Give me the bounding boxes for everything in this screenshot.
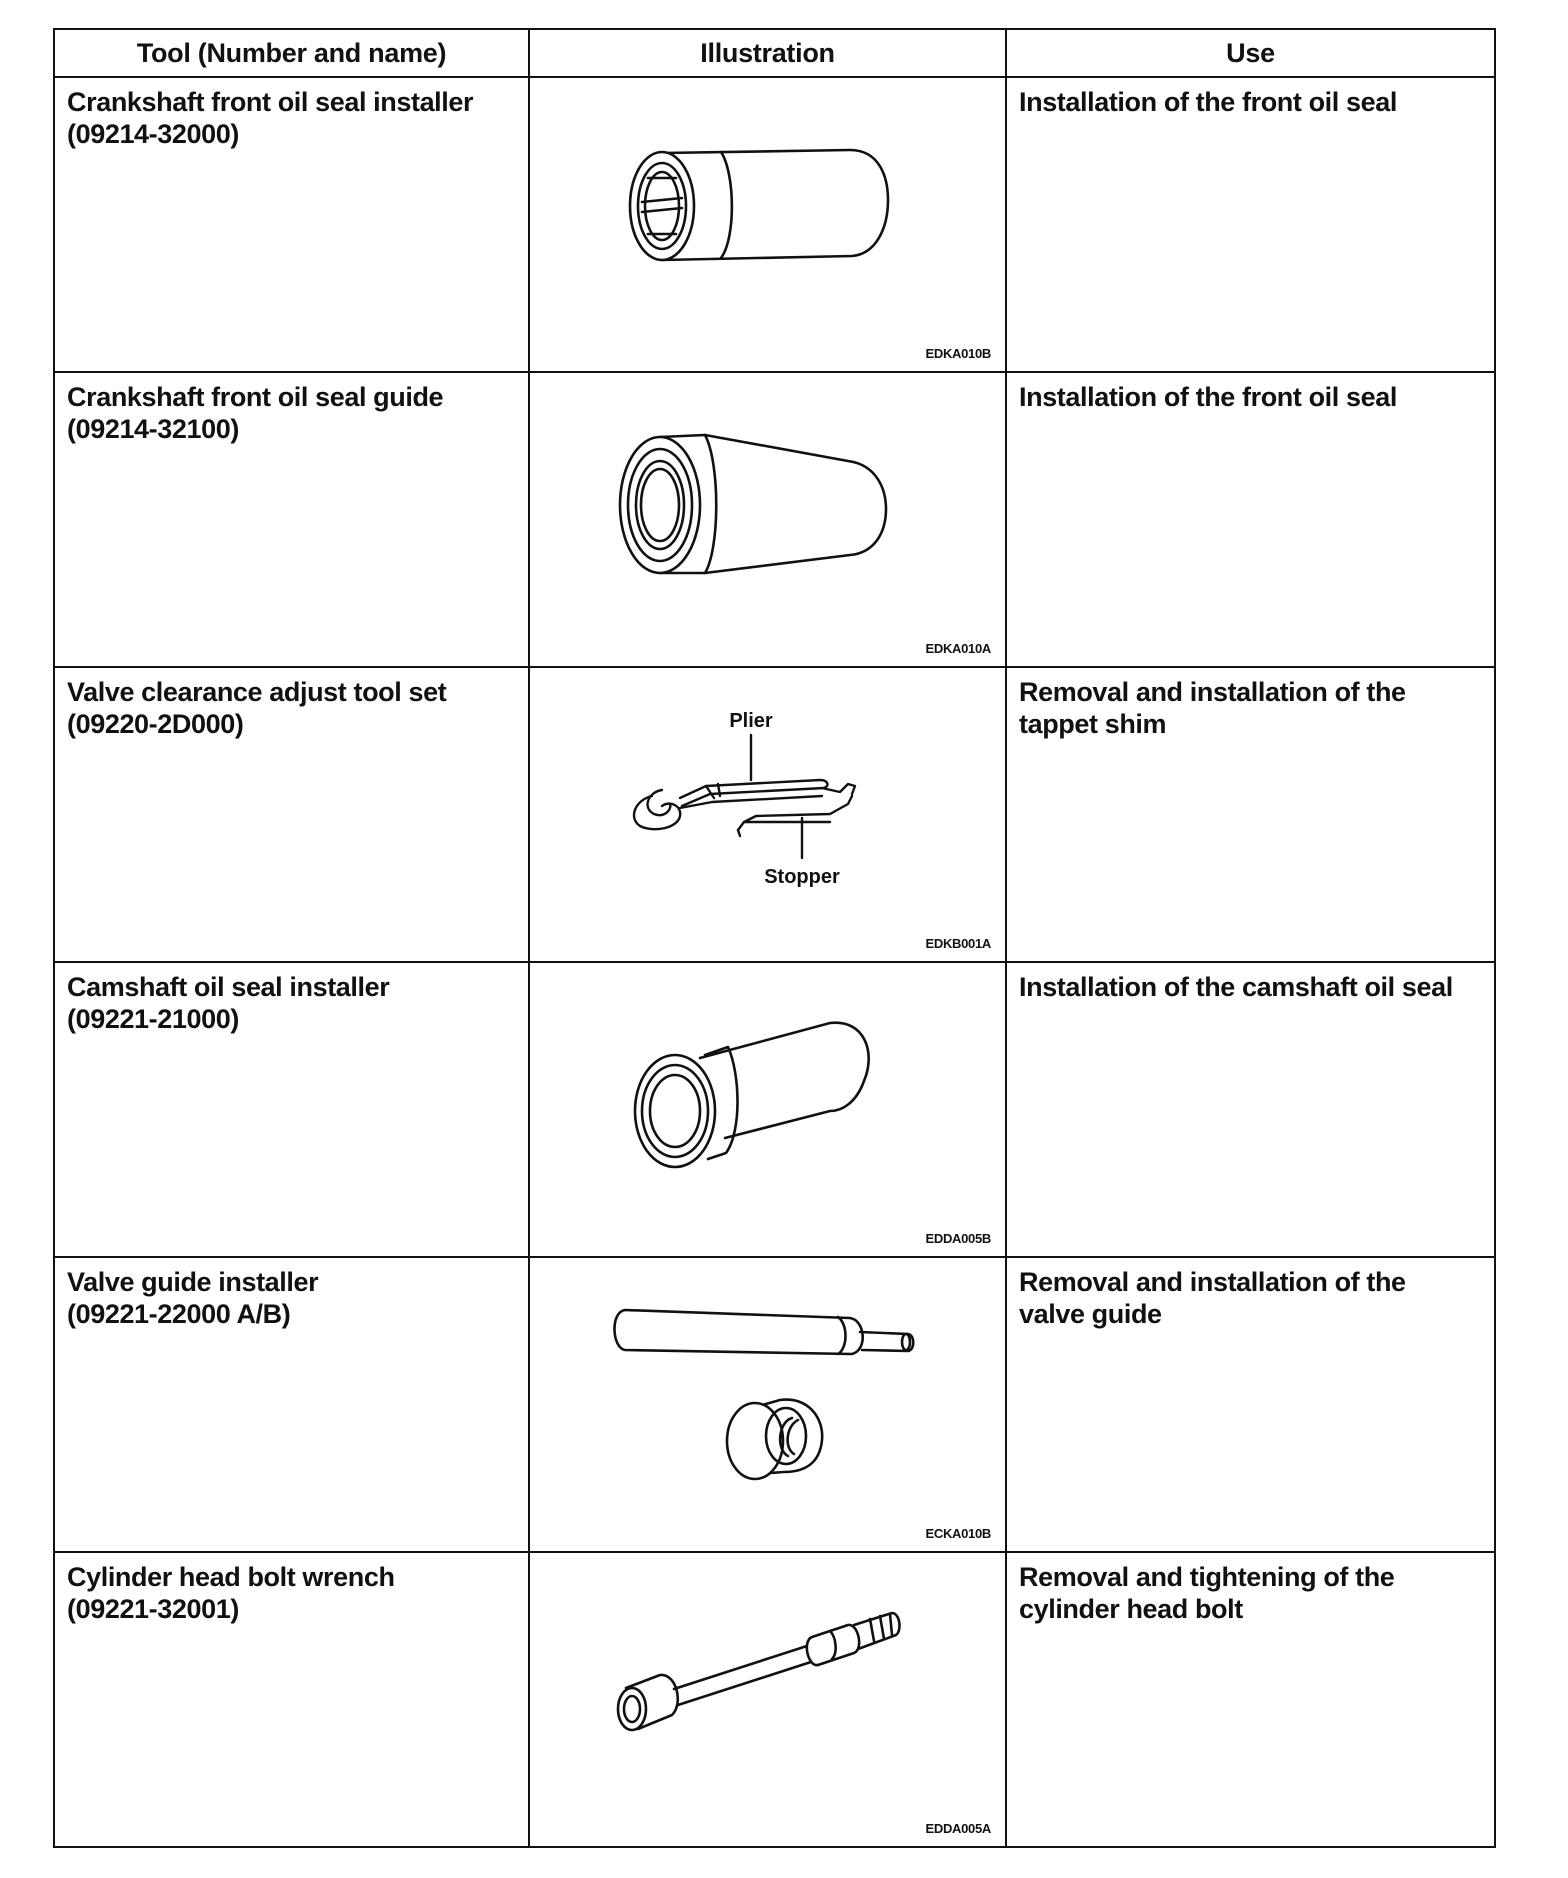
table-row	[54, 1552, 1495, 1847]
tool-number: (09214-32100)	[67, 414, 239, 444]
header-illustration: Illustration	[529, 29, 1006, 77]
stopper-label: Stopper	[764, 866, 840, 888]
tool-cell	[54, 667, 529, 962]
tool-number: (09214-32000)	[67, 119, 239, 149]
table-row	[54, 962, 1495, 1257]
tool-number: (09220-2D000)	[67, 709, 244, 739]
table-row	[54, 372, 1495, 667]
use-cell	[1006, 1552, 1495, 1847]
use-cell	[1006, 962, 1495, 1257]
illustration-cell	[529, 372, 1006, 667]
use-text: Installation of the front oil seal	[1019, 382, 1397, 412]
use-cell	[1006, 77, 1495, 372]
use-text: Installation of the front oil seal	[1019, 87, 1397, 117]
illustration-code: EDKB001A	[925, 936, 991, 951]
table-header-row	[54, 29, 1495, 77]
illustration-cell	[529, 77, 1006, 372]
illustration-code: EDKA010A	[925, 641, 991, 656]
illustration-code: EDKA010B	[925, 346, 991, 361]
seal-guide-cylinder-icon	[530, 373, 1007, 666]
plier-label: Plier	[729, 710, 773, 732]
tool-name: Cylinder head bolt wrench	[67, 1562, 395, 1592]
special-tools-table	[53, 28, 1496, 1848]
tool-name: Crankshaft front oil seal guide	[67, 382, 444, 412]
camshaft-seal-installer-icon	[530, 963, 1007, 1256]
valve-guide-installer-icon	[530, 1258, 1007, 1551]
use-cell	[1006, 1257, 1495, 1552]
header-use: Use	[1006, 29, 1495, 77]
table-row	[54, 667, 1495, 962]
tool-number: (09221-21000)	[67, 1004, 239, 1034]
header-tool: Tool (Number and name)	[54, 29, 529, 77]
use-text: Removal and installation of the	[1019, 677, 1406, 707]
tool-number: (09221-32001)	[67, 1594, 239, 1624]
use-text: Removal and installation of the	[1019, 1267, 1406, 1297]
use-text: valve guide	[1019, 1299, 1162, 1329]
use-text: tappet shim	[1019, 709, 1167, 739]
tool-name: Valve clearance adjust tool set	[67, 677, 447, 707]
tool-name: Camshaft oil seal installer	[67, 972, 390, 1002]
tool-cell	[54, 1257, 529, 1552]
illustration-code: ECKA010B	[925, 1526, 991, 1541]
tool-cell	[54, 77, 529, 372]
use-text: Removal and tightening of the	[1019, 1562, 1395, 1592]
tool-name: Crankshaft front oil seal installer	[67, 87, 474, 117]
tool-cell	[54, 962, 529, 1257]
tool-name: Valve guide installer	[67, 1267, 319, 1297]
illustration-cell	[529, 962, 1006, 1257]
illustration-code: EDDA005B	[925, 1231, 991, 1246]
illustration-cell	[529, 1257, 1006, 1552]
illustration-cell	[529, 1552, 1006, 1847]
use-cell	[1006, 372, 1495, 667]
tool-number: (09221-22000 A/B)	[67, 1299, 291, 1329]
tool-cell	[54, 372, 529, 667]
seal-installer-cylinder-icon	[530, 78, 1007, 371]
use-text: Installation of the camshaft oil seal	[1019, 972, 1453, 1002]
illustration-code: EDDA005A	[925, 1821, 991, 1836]
illustration-cell	[529, 667, 1006, 962]
tool-cell	[54, 1552, 529, 1847]
table-row	[54, 77, 1495, 372]
use-cell	[1006, 667, 1495, 962]
table-row	[54, 1257, 1495, 1552]
plier-and-stopper-icon	[530, 668, 1007, 961]
head-bolt-wrench-icon	[530, 1553, 1007, 1846]
use-text: cylinder head bolt	[1019, 1594, 1243, 1624]
